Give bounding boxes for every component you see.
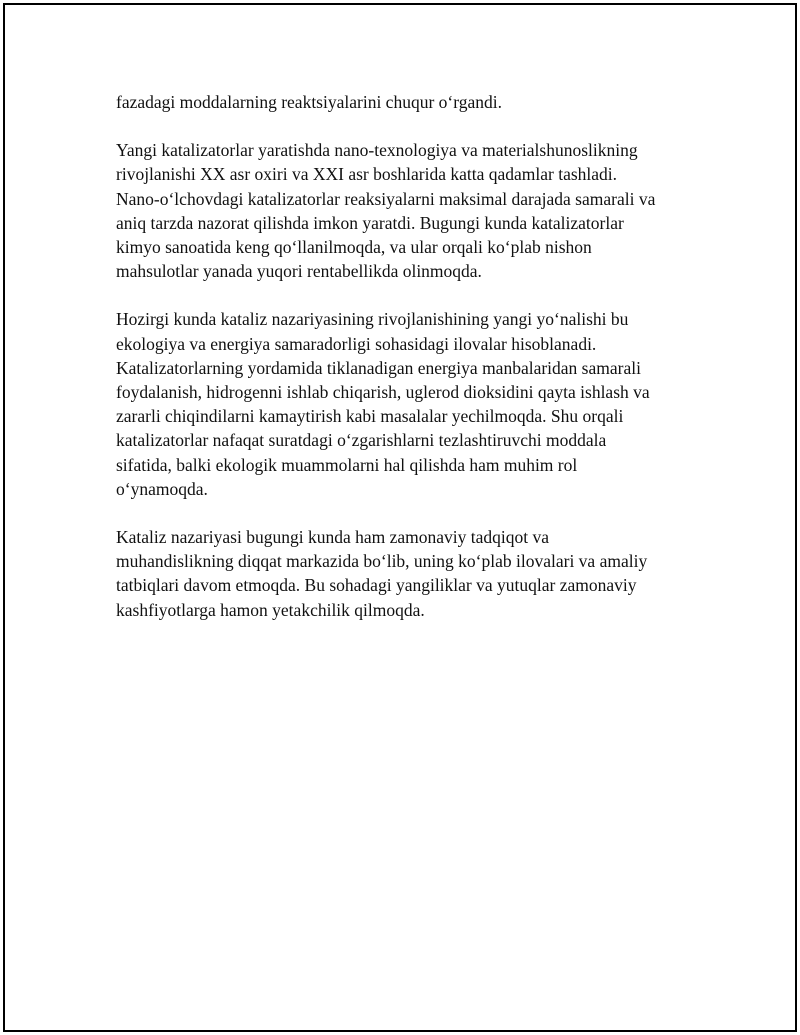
text-line: tatbiqlari davom etmoqda. Bu sohadagi yangiliklar va yutuqlar zamonaviy (116, 575, 637, 596)
text-line: Hozirgi kunda kataliz nazariyasining rivojlanishining yangi yo‘nalishi bu (116, 309, 629, 330)
text-line: aniq tarzda nazorat qilishda imkon yaratdi. Bugungi kunda katalizatorlar (116, 212, 624, 233)
text-line: Kataliz nazariyasi bugungi kunda ham zamonaviy tadqiqot va (116, 527, 549, 548)
text-line: Yangi katalizatorlar yaratishda nano-texnologiya va materialshunoslikning (116, 140, 638, 161)
text-line: Katalizatorlarning yordamida tiklanadigan energiya manbalaridan samarali (116, 357, 641, 378)
text-line: foydalanish, hidrogenni ishlab chiqarish, uglerod dioksidini qayta ishlash va (116, 382, 650, 403)
text-line: katalizatorlar nafaqat suratdagi o‘zgarishlarni tezlashtiruvchi moddala (116, 430, 607, 451)
text-line: o‘ynamoqda. (116, 478, 208, 499)
text-line: mahsulotlar yanada yuqori rentabellikda olinmoqda. (116, 261, 482, 282)
text-line: ekologiya va energiya samaradorligi sohasidagi ilovalar hisoblanadi. (116, 333, 597, 354)
text-line: kashfiyotlarga hamon yetakchilik qilmoqda. (116, 599, 425, 620)
paragraph-1 (116, 90, 692, 114)
text-line: Nano-o‘lchovdagi katalizatorlar reaksiyalarni maksimal darajada samarali va (116, 188, 656, 209)
text-line: rivojlanishi XX asr oxiri va XXI asr boshlarida katta qadamlar tashladi. (116, 164, 618, 185)
text-line: sifatida, balki ekologik muammolarni hal qilishda ham muhim rol (116, 454, 578, 475)
text-line: muhandislikning diqqat markazida bo‘lib, uning ko‘plab ilovalari va amaliy (116, 551, 648, 572)
text-line: kimyo sanoatida keng qo‘llanilmoqda, va ular orqali ko‘plab nishon (116, 237, 592, 258)
paragraph-4 (116, 525, 692, 622)
text-line: zararli chiqindilarni kamaytirish kabi masalalar yechilmoqda. Shu orqali (116, 406, 624, 427)
paragraph-2 (116, 138, 692, 283)
document-body (116, 90, 692, 646)
text-line: fazadagi moddalarning reaktsiyalarini chuqur o‘rgandi. (116, 92, 502, 112)
paragraph-3 (116, 307, 692, 501)
